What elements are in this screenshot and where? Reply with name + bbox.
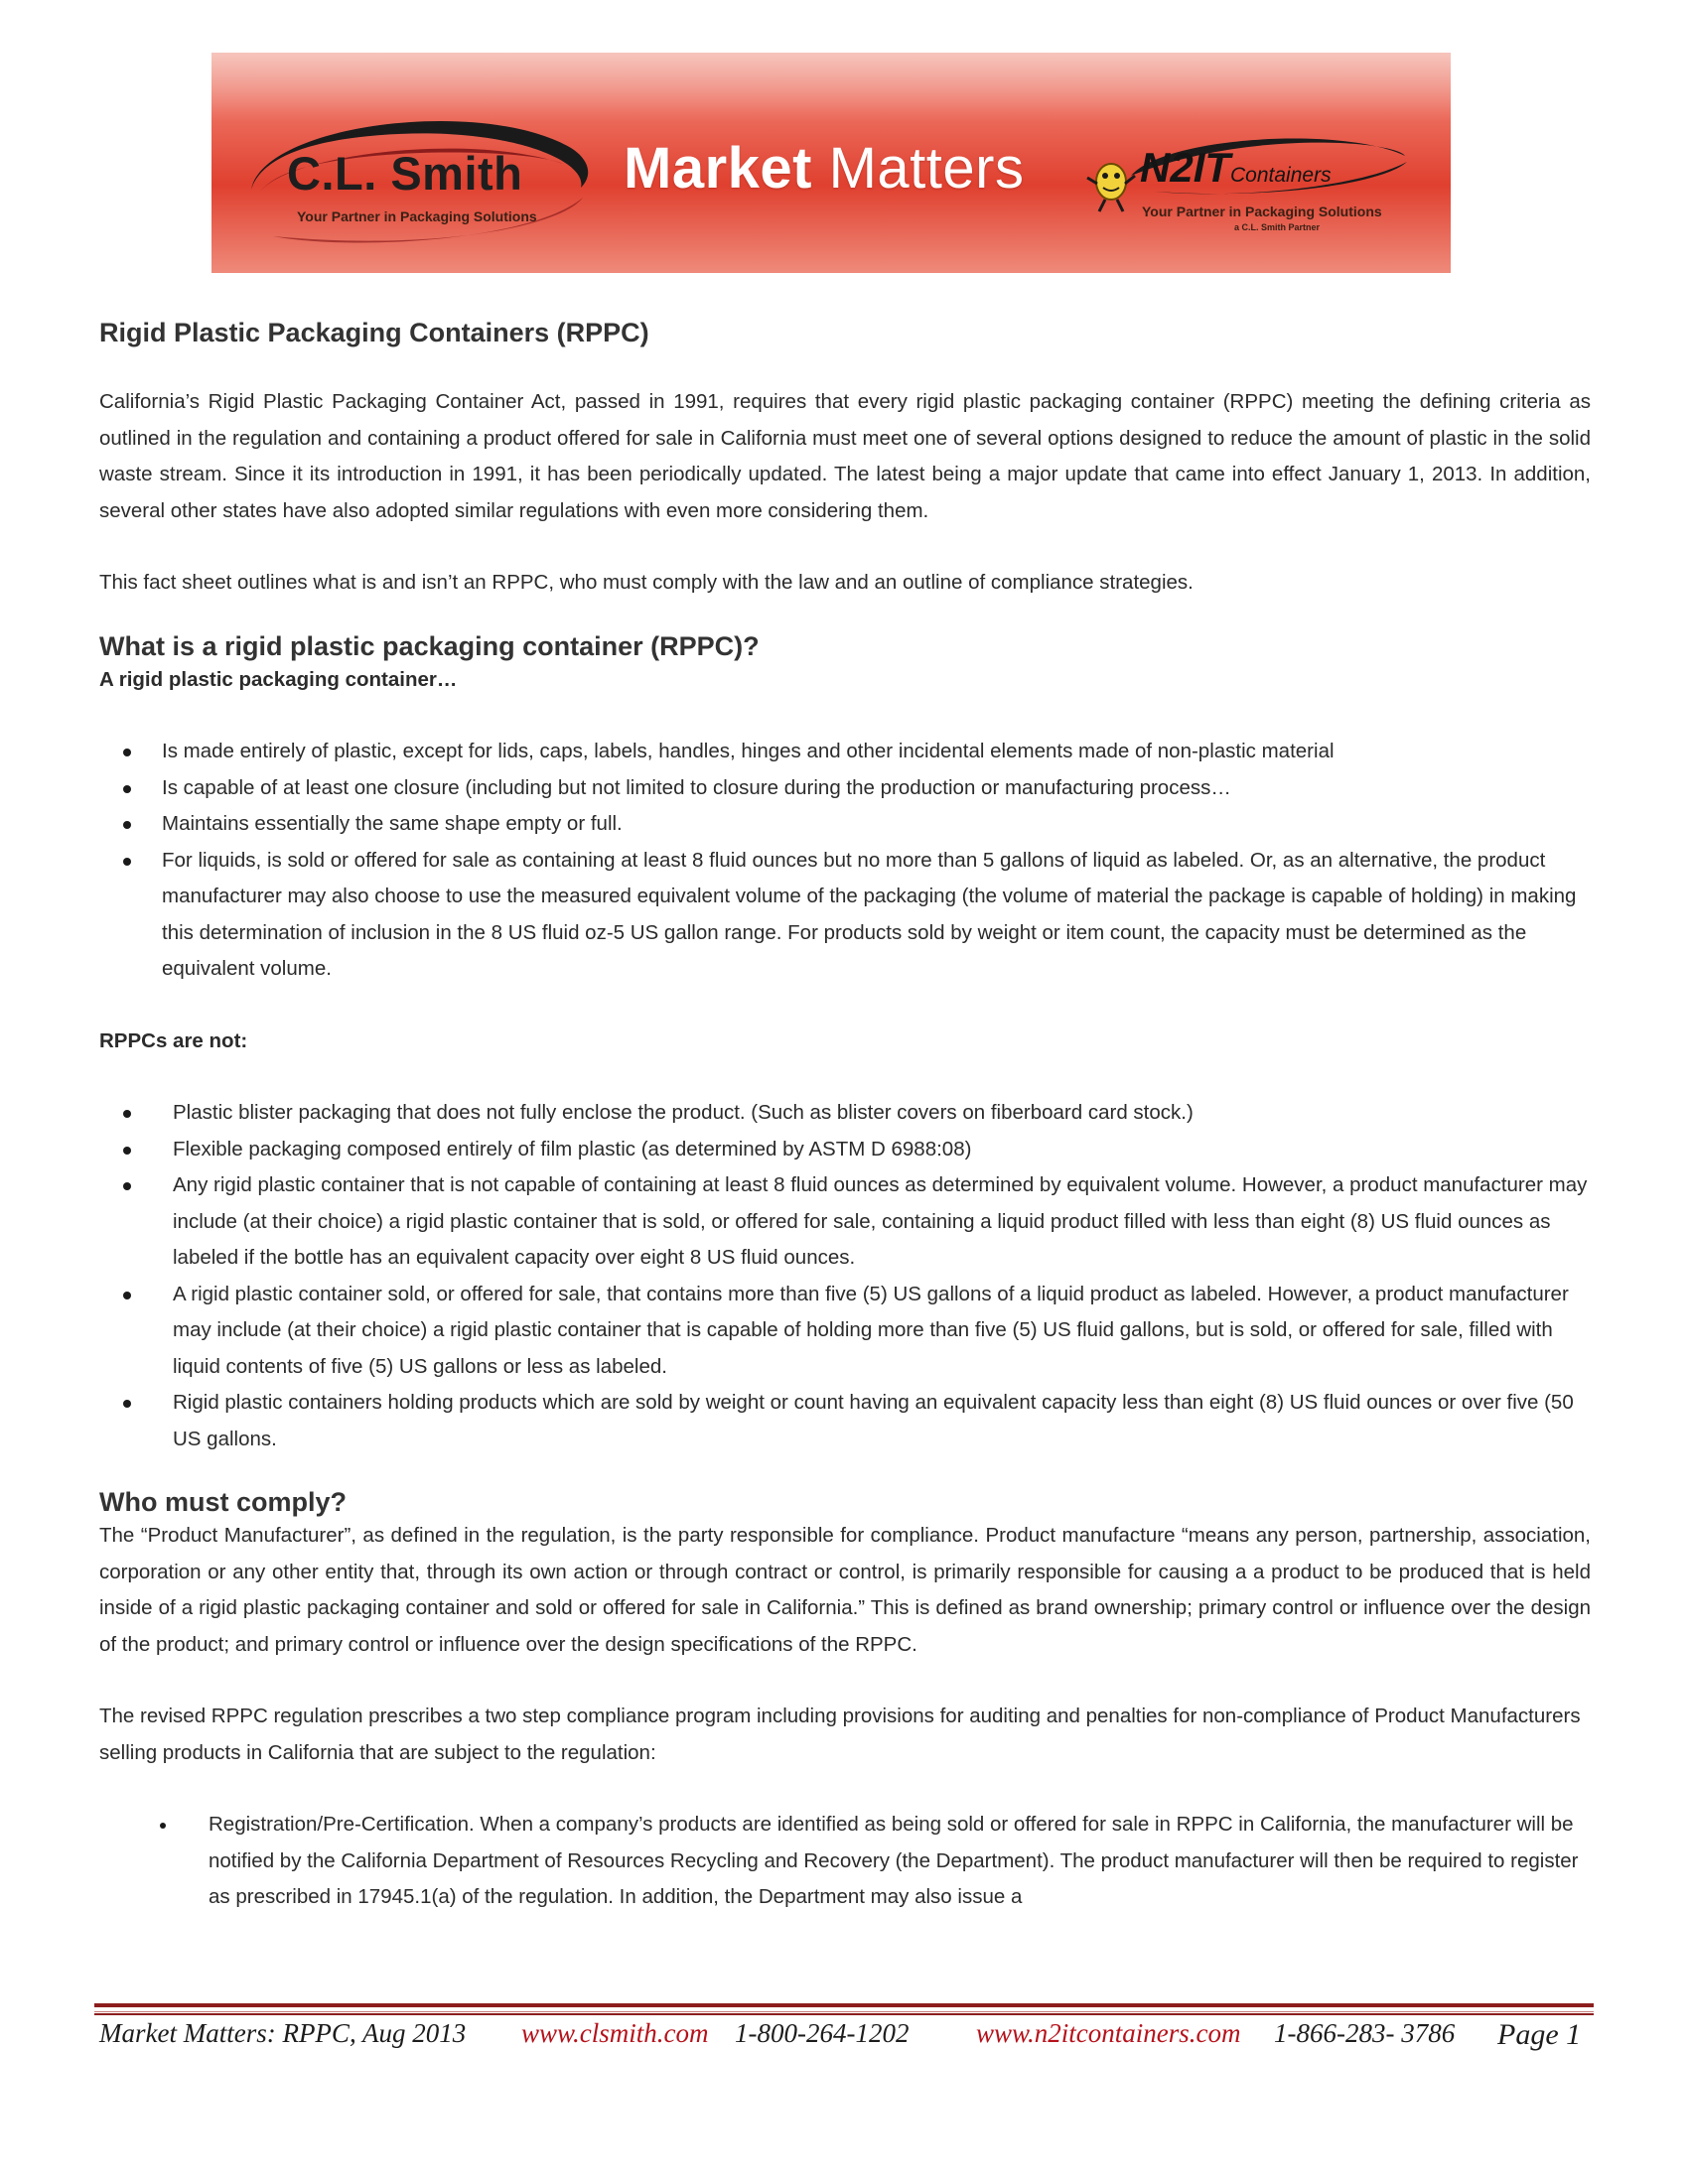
intro-paragraph-2: This fact sheet outlines what is and isn’t an RPPC, who must comply with the law and an outline of compliance strategies. bbox=[99, 571, 1194, 594]
compliance-steps-list bbox=[99, 1807, 1591, 1916]
bullet-icon bbox=[123, 1400, 131, 1408]
cl-smith-tagline: Your Partner in Packaging Solutions bbox=[297, 208, 537, 224]
list-item bbox=[99, 1167, 1591, 1277]
n2it-brand-suffix: Containers bbox=[1230, 164, 1332, 187]
n2it-brand-name: N2IT bbox=[1140, 144, 1231, 191]
bullet-icon bbox=[123, 1292, 131, 1299]
banner-title bbox=[624, 135, 1024, 202]
list-item bbox=[99, 770, 1591, 807]
list-item-text: Is capable of at least one closure (including but not limited to closure during the production or manufacturing process… bbox=[162, 775, 1231, 799]
footer-page-number: Page 1 bbox=[1497, 2018, 1582, 2051]
banner-title-market: Market bbox=[624, 136, 812, 201]
list-item-text: Rigid plastic containers holding products which are sold by weight or count having an equivalent capacity less than eight (8) US fluid ounces or over five (50 US gallons. bbox=[173, 1391, 1574, 1450]
bullet-icon bbox=[123, 749, 131, 756]
list-item bbox=[99, 1132, 1591, 1168]
list-item-text: Plastic blister packaging that does not fully enclose the product. (Such as blister covers on fiberboard card stock.) bbox=[173, 1101, 1194, 1124]
bullet-icon bbox=[123, 1110, 131, 1118]
list-item bbox=[99, 1095, 1591, 1132]
list-item-text: Is made entirely of plastic, except for lids, caps, labels, handles, hinges and other incidental elements made of non-plastic material bbox=[162, 740, 1335, 762]
rppc-exclusions-list bbox=[99, 1095, 1591, 1457]
section-subheading-rppcs-are-not: RPPCs are not: bbox=[99, 1028, 248, 1052]
market-matters-banner bbox=[211, 53, 1451, 273]
list-item bbox=[99, 1807, 1591, 1916]
comply-paragraph-2: The revised RPPC regulation prescribes a two step compliance program including provisions for auditing and penalties for non-compliance of Product Manufacturers selling products in California that are subject to the regulation: bbox=[99, 1705, 1581, 1764]
intro-paragraph-1: California’s Rigid Plastic Packaging Container Act, passed in 1991, requires that every rigid plastic packaging container (RPPC) meeting the defining criteria as outlined in the regulation and containing a product offered for sale in California must meet one of several options designed to reduce the amount of plastic in the solid waste stream. Since it its introduction in 1991, it has been periodically updated. The latest being a major update that came into effect January 1, 2013. In addition, several other states have also adopted similar regulations with even more considering them. bbox=[99, 390, 1591, 522]
footer-website-n2it[interactable]: www.n2itcontainers.com bbox=[976, 2018, 1241, 2048]
footer-rule-inner bbox=[94, 2011, 1594, 2012]
rppc-criteria-list bbox=[99, 734, 1591, 988]
footer-publication: Market Matters: RPPC, Aug 2013 bbox=[99, 2018, 467, 2048]
n2it-brand bbox=[1140, 144, 1332, 192]
bullet-icon bbox=[123, 785, 131, 793]
page-footer bbox=[99, 2018, 1591, 2058]
list-item-text: Any rigid plastic container that is not capable of containing at least 8 fluid ounces as determined by equivalent volume. However, a product manufacturer may include (at their choice) a rigid plastic container that is sold, or offered for sale, containing a liquid product filled with less than eight (8) US fluid ounces as labeled if the bottle has an equivalent capacity over eight 8 US fluid ounces. bbox=[173, 1173, 1588, 1269]
footer-phone-n2it: 1-866-283- 3786 bbox=[1274, 2018, 1456, 2048]
n2it-logo bbox=[1085, 142, 1433, 261]
list-item bbox=[99, 1277, 1591, 1386]
list-item bbox=[99, 1385, 1591, 1457]
section-heading-who-must-comply: Who must comply? bbox=[99, 1487, 347, 1517]
bullet-icon bbox=[123, 1182, 131, 1190]
footer-phone-clsmith: 1-800-264-1202 bbox=[735, 2018, 910, 2048]
comply-paragraph-1: The “Product Manufacturer”, as defined in the regulation, is the party responsible for compliance. Product manufacture “means any person, partnership, association, corporation or any other entity that, through its own action or through contract or control, is primarily responsible for causing a a product to be produced that is held inside of a rigid plastic packaging container and sold or offered for sale in California.” This is defined as brand ownership; primary control or influence over the design of the product; and primary control or influence over the design specifications of the RPPC. bbox=[99, 1524, 1591, 1656]
list-item bbox=[99, 843, 1591, 988]
list-item-text: Registration/Pre-Certification. When a company’s products are identified as being sold or offered for sale in RPPC in California, the manufacturer will be notified by the California Department of Resources Recycling and Recovery (the Department). The product manufacturer will then be required to register as prescribed in 17945.1(a) of the regulation. In addition, the Department may also issue a bbox=[209, 1813, 1579, 1908]
footer-website-clsmith[interactable]: www.clsmith.com bbox=[521, 2018, 709, 2048]
list-item bbox=[99, 734, 1591, 770]
n2it-subtag: a C.L. Smith Partner bbox=[1234, 222, 1321, 232]
bullet-icon bbox=[160, 1823, 166, 1829]
section-subheading-rppc: A rigid plastic packaging container… bbox=[99, 667, 458, 691]
list-item bbox=[99, 806, 1591, 843]
footer-rule bbox=[94, 2003, 1594, 2015]
n2it-tagline: Your Partner in Packaging Solutions bbox=[1142, 204, 1382, 219]
document-title: Rigid Plastic Packaging Containers (RPPC) bbox=[99, 318, 649, 347]
cl-smith-brand: C.L. Smith bbox=[287, 147, 523, 200]
section-heading-what-is-rppc: What is a rigid plastic packaging container (RPPC)? bbox=[99, 630, 760, 661]
list-item-text: A rigid plastic container sold, or offered for sale, that contains more than five (5) US gallons of a liquid product as labeled. However, a product manufacturer may include (at their choice) a rigid plastic container that is capable of holding more than five (5) US fluid gallons, but is sold, or offered for sale, filled with liquid contents of five (5) US gallons or less as labeled. bbox=[173, 1282, 1569, 1378]
list-item-text: Flexible packaging composed entirely of film plastic (as determined by ASTM D 6988:08) bbox=[173, 1137, 972, 1160]
list-item-text: For liquids, is sold or offered for sale as containing at least 8 fluid ounces but no more than 5 gallons of liquid as labeled. Or, as an alternative, the product manufacturer may also choose to use the measured equivalent volume of the packaging (the volume of material the package is capable of holding) in making this determination of inclusion in the 8 US fluid oz-5 US gallon range. For products sold by weight or item count, the capacity must be determined as the equivalent volume. bbox=[162, 848, 1577, 980]
bullet-icon bbox=[123, 858, 131, 866]
bullet-icon bbox=[123, 821, 131, 829]
bullet-icon bbox=[123, 1147, 131, 1155]
document-body bbox=[99, 318, 1591, 1916]
banner-title-matters: Matters bbox=[828, 136, 1025, 201]
list-item-text: Maintains essentially the same shape empty or full. bbox=[162, 812, 623, 835]
